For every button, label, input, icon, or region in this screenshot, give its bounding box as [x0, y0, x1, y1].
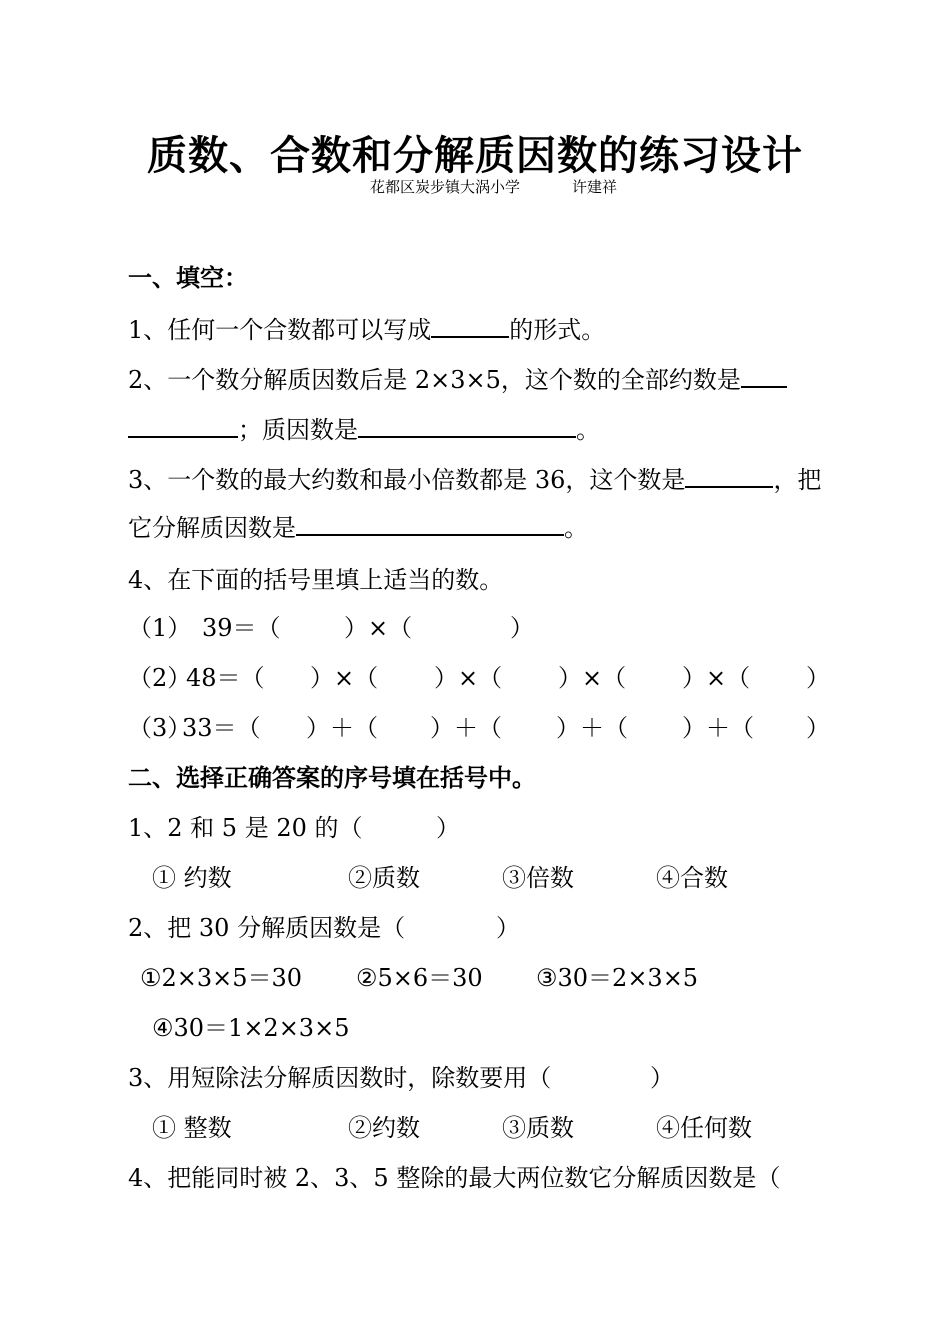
- fill-row-1-b: ）×（: [344, 614, 413, 642]
- question-2-3-close: ）: [650, 1064, 674, 1092]
- option-2-1-d[interactable]: ④合数: [656, 864, 728, 892]
- question-1-4: 4、在下面的括号里填上适当的数。: [128, 566, 504, 594]
- author-name: 许建祥: [572, 178, 618, 196]
- question-text: 1、任何一个合数都可以写成: [128, 316, 432, 344]
- option-2-3-d[interactable]: ④任何数: [656, 1114, 752, 1142]
- question-text: 的形式。: [509, 316, 606, 344]
- byline: [370, 176, 617, 197]
- option-2-2-d[interactable]: ④30＝1×2×3×5: [152, 1014, 350, 1042]
- option-2-1-c[interactable]: ③倍数: [502, 864, 574, 892]
- question-text: 它分解质因数是: [128, 514, 296, 542]
- section-heading-choice: 二、选择正确答案的序号填在括号中。: [128, 764, 536, 792]
- question-1-2-cont: [128, 410, 600, 445]
- fill-row-3-b: ）＋（: [306, 714, 378, 742]
- fill-row-2-f: ）: [806, 664, 830, 692]
- question-2-1: 1、2 和 5 是 20 的（: [128, 814, 363, 842]
- question-2-4: 4、把能同时被 2、3、5 整除的最大两位数它分解质因数是（: [128, 1164, 781, 1192]
- option-2-2-c[interactable]: ③30＝2×3×5: [536, 964, 699, 992]
- answer-blank[interactable]: [296, 512, 564, 536]
- question-2-2: 2、把 30 分解质因数是（: [128, 914, 406, 942]
- answer-blank[interactable]: [128, 414, 238, 438]
- fill-row-2-a: 48＝（: [186, 664, 265, 692]
- option-2-3-a[interactable]: ① 整数: [152, 1114, 232, 1142]
- question-1-1: [128, 310, 605, 345]
- option-2-2-b[interactable]: ②5×6＝30: [356, 964, 483, 992]
- fill-row-3-c: ）＋（: [430, 714, 502, 742]
- question-1-3: [128, 460, 821, 495]
- question-2-3: 3、用短除法分解质因数时，除数要用（: [128, 1064, 552, 1092]
- question-1-2: [128, 360, 787, 395]
- question-text: 。: [564, 514, 588, 542]
- fill-row-2-c: ）×（: [434, 664, 503, 692]
- option-2-2-a[interactable]: ①2×3×5＝30: [140, 964, 303, 992]
- fill-row-3-f: ）: [806, 714, 830, 742]
- question-text: ；质因数是: [238, 416, 358, 444]
- question-text: 2、一个数分解质因数后是 2×3×5，这个数的全部约数是: [128, 366, 741, 394]
- option-2-3-b[interactable]: ②约数: [348, 1114, 420, 1142]
- section-heading-fill-blank: 一、填空：: [128, 264, 248, 292]
- question-2-2-close: ）: [496, 914, 520, 942]
- answer-blank[interactable]: [685, 464, 773, 488]
- option-2-1-a[interactable]: ① 约数: [152, 864, 232, 892]
- page-title: 质数、合数和分解质因数的练习设计: [147, 133, 803, 179]
- fill-row-2-label: （2）: [128, 664, 192, 692]
- fill-row-3-a: 33＝（: [182, 714, 261, 742]
- fill-row-2-e: ）×（: [682, 664, 751, 692]
- answer-blank[interactable]: [431, 314, 509, 338]
- fill-row-2-d: ）×（: [558, 664, 627, 692]
- question-text: 3、一个数的最大约数和最小倍数都是 36，这个数是: [128, 466, 686, 494]
- question-2-1-close: ）: [436, 814, 460, 842]
- fill-row-2-b: ）×（: [310, 664, 379, 692]
- fill-row-3-label: （3）: [128, 714, 192, 742]
- question-text: 。: [576, 416, 600, 444]
- option-2-1-b[interactable]: ②质数: [348, 864, 420, 892]
- answer-blank[interactable]: [741, 364, 787, 388]
- fill-row-3-e: ）＋（: [682, 714, 754, 742]
- school-name: 花都区炭步镇大涡小学: [370, 178, 521, 196]
- fill-row-1-a: 39＝（: [202, 614, 281, 642]
- fill-row-1-label: （1）: [128, 614, 192, 642]
- question-text: ，把: [773, 466, 822, 494]
- question-1-3-cont: [128, 508, 588, 543]
- option-2-3-c[interactable]: ③质数: [502, 1114, 574, 1142]
- fill-row-1-c: ）: [510, 614, 534, 642]
- answer-blank[interactable]: [358, 414, 576, 438]
- fill-row-3-d: ）＋（: [556, 714, 628, 742]
